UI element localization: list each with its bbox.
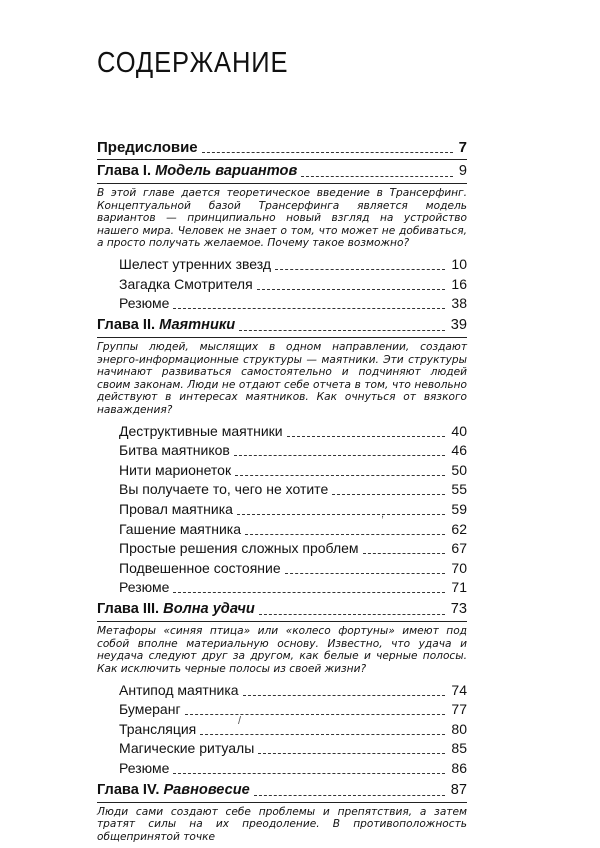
leader-dots [237, 514, 445, 515]
toc-item [119, 539, 467, 559]
item-label: Провал маятника [119, 501, 233, 518]
chapter-name: Волна удачи [163, 601, 255, 617]
item-page: 70 [451, 559, 467, 576]
chapter-page: 73 [450, 601, 467, 617]
item-page: 80 [451, 720, 467, 737]
item-page: 71 [451, 579, 467, 596]
toc-chapter [97, 599, 467, 619]
preface-page: 7 [458, 138, 467, 156]
leader-dots [285, 573, 446, 574]
toc-chapter [97, 780, 467, 800]
toc-item [119, 274, 467, 294]
leader-dots [173, 592, 445, 593]
chapter-page: 87 [450, 781, 467, 798]
preface-label: Предисловие [97, 138, 198, 156]
chapter-heading [97, 600, 255, 619]
table-of-contents [97, 137, 467, 848]
divider [97, 159, 467, 160]
item-label: Магические ритуалы [119, 740, 255, 757]
item-page: 86 [451, 759, 467, 776]
toc-item [119, 578, 467, 598]
item-page: 59 [451, 501, 467, 518]
leader-dots [239, 330, 445, 331]
item-page: 55 [451, 481, 467, 498]
item-page: 85 [451, 740, 467, 757]
chapter-page: 9 [458, 163, 467, 180]
leader-dots [258, 753, 445, 754]
item-page: 10 [451, 256, 467, 273]
item-label: Вы получаете то, чего не хотите [119, 481, 329, 498]
toc-item [119, 460, 467, 480]
toc-item [119, 255, 467, 275]
chapter-name: Модель вариантов [155, 163, 298, 180]
leader-dots [254, 795, 445, 796]
chapter-description: Группы людей, мыслящих в одном направлении, создают энерго-информационные структуры — маятники. Эти структуры начинают развиваться самостоятельно и подчиняют людей своим законам. Люди не отдают себе отчета в том, что невольно действуют в интересах маятников. Как очнуться от вязкого наваждения? [97, 341, 467, 416]
item-label: Гашение маятника [119, 520, 242, 537]
item-label: Простые решения сложных проблем [119, 540, 359, 557]
divider [97, 621, 467, 622]
divider [97, 183, 467, 184]
item-label: Резюме [119, 759, 170, 776]
item-page: 67 [451, 540, 467, 557]
toc-item [119, 480, 467, 500]
item-label: Шелест утренних звезд [119, 256, 272, 273]
leader-dots [243, 695, 446, 696]
item-page: 16 [451, 275, 467, 292]
page-mark: , [381, 508, 385, 520]
chapter-prefix: Глава IV. [97, 781, 160, 798]
item-label: Антипод маятника [119, 681, 239, 698]
chapter-prefix: Глава III. [97, 601, 160, 617]
chapter-prefix: Глава II. [97, 317, 156, 334]
leader-dots [235, 475, 445, 476]
toc-item [119, 758, 467, 778]
toc-item [119, 680, 467, 700]
chapters-list [97, 162, 467, 843]
toc-chapter [97, 315, 467, 335]
toc-item [119, 719, 467, 739]
item-label: Резюме [119, 295, 170, 312]
toc-item [119, 499, 467, 519]
leader-dots [173, 308, 445, 309]
item-page: 40 [451, 422, 467, 439]
chapter-heading [97, 316, 235, 335]
item-label: Деструктивные маятники [119, 422, 283, 439]
toc-item [119, 739, 467, 759]
chapter-name: Равновесие [163, 781, 250, 798]
leader-dots [234, 455, 446, 456]
leader-dots [173, 773, 445, 774]
toc-preface [97, 137, 467, 157]
chapter-heading [97, 781, 250, 800]
item-page: 74 [451, 681, 467, 698]
leader-dots [185, 714, 446, 715]
leader-dots [363, 553, 446, 554]
toc-item [119, 441, 467, 461]
chapter-description: Метафоры «синяя птица» или «колесо фортуны» имеют под собой вполне материальную основу. Известно, что удача и неудача следуют друг за другом, как белые и черные полосы. Как исключить черные полосы из своей жизни? [97, 625, 467, 675]
item-label: Трансляция [119, 720, 197, 737]
toc-item [119, 558, 467, 578]
item-label: Загадка Смотрителя [119, 275, 253, 292]
toc-item [119, 700, 467, 720]
item-page: 50 [451, 461, 467, 478]
leader-dots [257, 289, 446, 290]
item-label: Подвешенное состояние [119, 559, 281, 576]
item-label: Битва маятников [119, 442, 230, 459]
item-page: 62 [451, 520, 467, 537]
leader-dots [301, 176, 453, 177]
toc-item [119, 294, 467, 314]
divider [97, 337, 467, 338]
leader-dots [259, 614, 445, 615]
leader-dots [287, 436, 446, 437]
chapter-description: В этой главе дается теоретическое введение в Трансерфинг. Концептуальной базой Трансерфинга является модель вариантов — принципиально новый взгляд на устройство нашего мира. Человек не знает о том, что может не добиваться, а просто получать желаемое. Почему такое возможно? [97, 187, 467, 250]
leader-dots [332, 494, 445, 495]
toc-chapter [97, 162, 467, 182]
chapter-heading [97, 162, 297, 181]
leader-dots [202, 152, 453, 153]
page-mark: / [238, 715, 242, 727]
item-page: 77 [451, 701, 467, 718]
chapter-description: Люди сами создают себе проблемы и препятствия, а затем тратят силы на их преодоление. В противоположность общепринятой точке [97, 805, 467, 843]
item-label: Нити марионеток [119, 461, 232, 478]
toc-item [119, 519, 467, 539]
divider [97, 802, 467, 803]
item-page: 46 [451, 442, 467, 459]
leader-dots [275, 269, 445, 270]
chapter-page: 39 [450, 317, 467, 334]
toc-item [119, 421, 467, 441]
page-title: СОДЕРЖАНИЕ [97, 47, 289, 79]
leader-dots [245, 534, 445, 535]
chapter-name: Маятники [159, 317, 236, 334]
item-label: Резюме [119, 579, 170, 596]
chapter-prefix: Глава I. [97, 163, 151, 180]
leader-dots [200, 734, 445, 735]
item-label: Бумеранг [119, 701, 181, 718]
item-page: 38 [451, 295, 467, 312]
